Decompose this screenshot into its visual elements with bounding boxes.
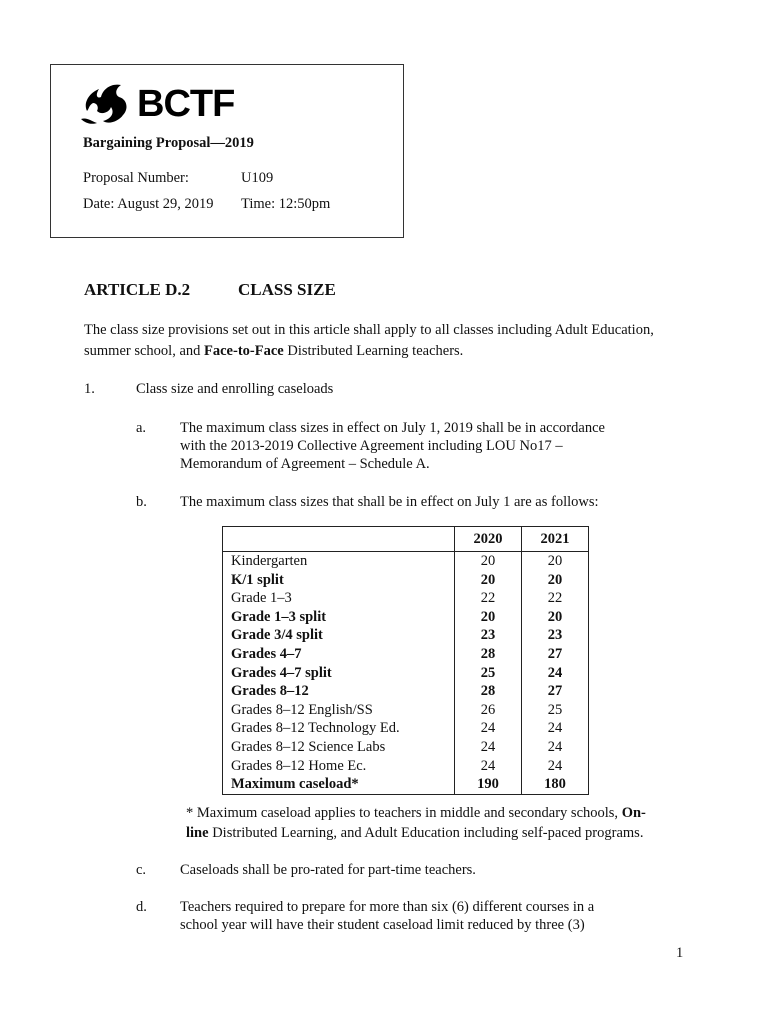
proposal-time: Time: 12:50pm bbox=[241, 196, 331, 212]
table-cell-2020: 26 bbox=[480, 701, 496, 718]
table-cell-2020: 23 bbox=[480, 627, 496, 644]
table-row-label: Grade 1–3 bbox=[231, 590, 292, 607]
table-row-label: Grades 8–12 Science Labs bbox=[231, 738, 386, 755]
table-row-label: Grades 4–7 split bbox=[231, 664, 332, 681]
bctf-logo-text: BCTF bbox=[137, 83, 235, 125]
table-cell-2020: 22 bbox=[480, 590, 496, 607]
proposal-title: Bargaining Proposal—2019 bbox=[83, 135, 254, 151]
item-a-line-1: The maximum class sizes in effect on July 1, 2019 shall be in accordance bbox=[180, 420, 605, 436]
table-cell-2021: 20 bbox=[547, 571, 563, 588]
intro-line-2 bbox=[84, 343, 463, 360]
article-title: CLASS SIZE bbox=[238, 280, 336, 299]
table-row-label: Grades 8–12 Home Ec. bbox=[231, 757, 367, 774]
bctf-flame-icon bbox=[81, 81, 133, 125]
table-cell-2020: 190 bbox=[477, 776, 499, 793]
table-row-label: Grades 8–12 bbox=[231, 683, 309, 700]
table-row-label: Grades 8–12 English/SS bbox=[231, 701, 373, 718]
intro-line-2-tail: Distributed Learning teachers. bbox=[283, 343, 464, 359]
table-cell-2021: 22 bbox=[547, 590, 563, 607]
table-row-label: Maximum caseload* bbox=[231, 776, 359, 793]
table-row-label: Grade 3/4 split bbox=[231, 627, 323, 644]
table-cell-2021: 27 bbox=[547, 645, 563, 662]
table-row-label: K/1 split bbox=[231, 571, 284, 588]
table-row-label: Kindergarten bbox=[231, 553, 308, 569]
table-cell-2021: 24 bbox=[547, 664, 563, 681]
table-cell-2021: 20 bbox=[547, 608, 563, 625]
item-b-text: The maximum class sizes that shall be in effect on July 1 are as follows: bbox=[180, 494, 599, 510]
table-header-2021: 2021 bbox=[522, 527, 589, 552]
section-1-title: Class size and enrolling caseloads bbox=[136, 381, 334, 397]
table-cell-2020: 25 bbox=[480, 664, 496, 681]
item-d-letter: d. bbox=[136, 899, 147, 915]
item-a-line-2: with the 2013-2019 Collective Agreement including LOU No17 – bbox=[180, 438, 563, 454]
item-a-letter: a. bbox=[136, 420, 147, 436]
table-body-row bbox=[223, 552, 589, 795]
footnote-line-1-text: * Maximum caseload applies to teachers in middle and secondary schools, bbox=[186, 805, 622, 821]
table-labels-column bbox=[223, 552, 455, 795]
table-2021-column bbox=[522, 552, 589, 795]
intro-line-1: The class size provisions set out in this article shall apply to all classes including Adult Education, bbox=[84, 322, 654, 338]
item-a-line-3: Memorandum of Agreement – Schedule A. bbox=[180, 456, 430, 472]
table-header-2020: 2020 bbox=[455, 527, 522, 552]
item-d-line-2: school year will have their student caseload limit reduced by three (3) bbox=[180, 917, 585, 933]
table-cell-2020: 28 bbox=[480, 683, 496, 700]
table-header-blank bbox=[223, 527, 455, 552]
footnote-line-1-bold: On- bbox=[621, 805, 646, 821]
table-cell-2020: 24 bbox=[480, 757, 496, 774]
table-cell-2021: 24 bbox=[547, 720, 563, 737]
table-cell-2020: 24 bbox=[480, 738, 496, 755]
intro-line-2-bold: Face-to-Face bbox=[204, 343, 284, 359]
item-d-line-1: Teachers required to prepare for more than six (6) different courses in a bbox=[180, 899, 595, 915]
footnote-line-2-bold: line bbox=[186, 825, 209, 841]
item-c-text: Caseloads shall be pro-rated for part-time teachers. bbox=[180, 862, 476, 878]
table-cell-2021: 24 bbox=[547, 757, 563, 774]
table-row-label: Grades 8–12 Technology Ed. bbox=[231, 720, 400, 737]
footnote-line-2-text: Distributed Learning, and Adult Education including self-paced programs. bbox=[208, 825, 644, 841]
table-row-label: Grades 4–7 bbox=[231, 645, 302, 662]
proposal-date: Date: August 29, 2019 bbox=[83, 196, 214, 212]
table-row-label: Grade 1–3 split bbox=[231, 608, 327, 625]
table-cell-2021: 23 bbox=[547, 627, 563, 644]
table-2020-column bbox=[455, 552, 522, 795]
table-cell-2021: 180 bbox=[544, 776, 566, 793]
table-cell-2020: 20 bbox=[480, 608, 496, 625]
table-cell-2021: 20 bbox=[547, 553, 563, 569]
section-1-number: 1. bbox=[84, 381, 95, 397]
article-number: ARTICLE D.2 bbox=[84, 280, 191, 299]
class-size-table bbox=[222, 526, 589, 795]
footnote-line-2 bbox=[186, 825, 643, 842]
table-header-row bbox=[223, 527, 589, 552]
intro-line-2-text: summer school, and bbox=[84, 343, 205, 359]
table-cell-2021: 24 bbox=[547, 738, 563, 755]
table-cell-2021: 25 bbox=[547, 701, 563, 718]
proposal-number-label: Proposal Number: bbox=[83, 170, 189, 186]
page-number: 1 bbox=[676, 945, 684, 961]
proposal-header-box bbox=[50, 64, 404, 238]
table-cell-2020: 28 bbox=[480, 645, 496, 662]
table-cell-2020: 20 bbox=[480, 553, 496, 569]
table-cell-2021: 27 bbox=[547, 683, 563, 700]
item-b-letter: b. bbox=[136, 494, 147, 510]
proposal-number-value: U109 bbox=[241, 170, 274, 186]
footnote-line-1 bbox=[186, 805, 646, 822]
table-cell-2020: 24 bbox=[480, 720, 496, 737]
item-c-letter: c. bbox=[136, 862, 147, 878]
table-cell-2020: 20 bbox=[480, 571, 496, 588]
bctf-logo bbox=[81, 81, 235, 125]
